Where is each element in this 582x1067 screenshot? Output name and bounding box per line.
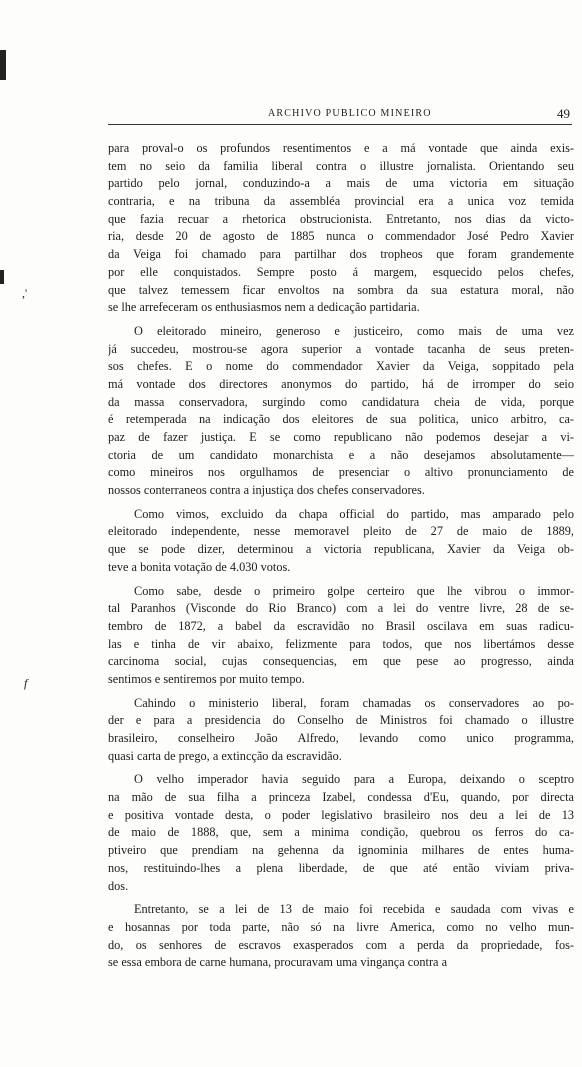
text-line: já succedeu, mostrou-se agora superior a vontade tacanha de seus preten-: [108, 341, 574, 356]
text-line: brasileiro, conselheiro João Alfredo, levando como unico programma,: [108, 731, 574, 745]
text-line: por elle conquistados. Sempre posto á margem, esquecido pelos chefes,: [108, 264, 574, 279]
paragraph: [108, 583, 574, 689]
running-head: ARCHIVO PUBLICO MINEIRO: [268, 108, 432, 119]
text-line: paz de fazer justiça. E se como republicano não podemos desejar a vi-: [108, 430, 574, 444]
text-line: para proval-o os profundos resentimentos e a má vontade que ainda exis-: [108, 141, 574, 155]
text-line: que talvez temessem ficar envoltos na sombra da sua estatura moral, não: [108, 282, 574, 297]
text-line: ctoria de um candidato monarchista e a não desejamos absolutamente—: [108, 447, 574, 462]
paragraph: [108, 506, 574, 577]
body-text: [108, 140, 574, 972]
text-line: Cahindo o ministerio liberal, foram chamadas os conservadores ao po-: [134, 695, 574, 710]
text-line: como mineiros nos orgulhamos de presenciar o altivo pronunciamento de: [108, 465, 574, 480]
text-line: sentimos e sentiremos por muito tempo.: [108, 671, 305, 686]
text-line: na mão de sua filha a princeza Izabel, condessa d'Eu, quando, por directa: [108, 790, 574, 805]
margin-annotation: ,': [22, 286, 28, 300]
text-line: nos, restituindo-lhes a plena liberdade, de que até então viviam priva-: [108, 860, 574, 875]
paragraph: [108, 695, 574, 766]
text-line: tem no seio da familia liberal contra o illustre jornalista. Orientando seu: [108, 158, 574, 173]
text-line: Entretanto, se a lei de 13 de maio foi recebida e saudada com vivas e: [134, 902, 574, 917]
text-line: Como vimos, excluido da chapa official do partido, mas amparado pelo: [134, 506, 574, 521]
edge-binding-mark: [0, 50, 6, 80]
text-line: da massa conservadora, surgindo como candidatura cheia de vida, porque: [108, 394, 574, 409]
page-number: 49: [557, 106, 570, 121]
text-line: e hosannas por toda parte, não só na livre America, como no velho mun-: [108, 919, 574, 934]
paragraph: [108, 901, 574, 972]
text-line: se essa embora de carne humana, procuravam uma vingança contra a: [108, 955, 448, 970]
text-line: e positiva vontade desta, o poder legislativo brasileiro nos deu a lei de 13: [108, 807, 574, 822]
text-line: do, os senhores de escravos exasperados com a perda da propriedade, fos-: [108, 937, 574, 952]
paragraph: [108, 323, 574, 500]
text-line: teve a bonita votação de 4.030 votos.: [108, 559, 291, 574]
text-line: nossos conterraneos contra a injustiça dos chefes conservadores.: [108, 483, 425, 498]
text-line: que se pode dizer, determinou a victoria republicana, Xavier da Veiga ob-: [108, 542, 574, 557]
text-line: partido pelo jornal, conduzindo-a a mais de uma victoria em situação: [108, 176, 574, 191]
text-line: der e para a presidencia do Conselho de Ministros foi chamado o illustre: [108, 713, 574, 728]
edge-binding-mark: [0, 270, 4, 284]
text-line: O velho imperador havia seguido para a Europa, deixando o sceptro: [134, 772, 574, 787]
text-line: sos chefes. E o nome do commendador Xavier da Veiga, soppitado pela: [108, 359, 574, 374]
text-line: dos.: [108, 878, 129, 893]
paragraph: [108, 140, 574, 317]
text-line: contraria, e na tribuna da assembléa provincial era a unica voz temida: [108, 194, 574, 209]
text-line: ptiveiro que prendiam na gehenna da ignominia milhares de entes huma-: [108, 843, 574, 858]
text-line: las e tinha de vir abaixo, felizmente para todos, que nos libertámos desse: [108, 636, 574, 651]
page-header: [108, 108, 574, 124]
text-line: tal Paranhos (Visconde do Rio Branco) com a lei do ventre livre, 28 de se-: [108, 601, 574, 616]
paragraph: [108, 771, 574, 895]
margin-annotation: f: [24, 676, 28, 690]
text-line: ria, desde 20 de agosto de 1885 nunca o commendador José Pedro Xavier: [108, 229, 574, 244]
text-line: se lhe arrefeceram os enthusiasmos nem a dedicação partidaria.: [108, 300, 420, 315]
text-line: que fazia recuar a rhetorica obstrucionista. Entretanto, nos dias da victo-: [108, 211, 574, 226]
text-line: de maio de 1888, que, sem a minima condição, quebrou os ferros do ca-: [108, 825, 574, 840]
text-line: quasi carta de prego, a extincção da escravidão.: [108, 748, 342, 763]
text-line: da Veiga foi chamado para partilhar dos tropheos que foram grandemente: [108, 247, 574, 262]
text-line: é retemperada na indicação dos eleitores de sua politica, unico arbitro, ca-: [108, 412, 574, 427]
text-line: má vontade dos directores anonymos do partido, há de irromper do seio: [108, 376, 574, 391]
header-rule: [108, 124, 572, 125]
text-line: carcinoma social, cujas consequencias, em que pese ao progresso, ainda: [108, 654, 574, 669]
text-line: Como sabe, desde o primeiro golpe certeiro que lhe vibrou o immor-: [134, 583, 574, 598]
text-line: eleitorado independente, nesse memoravel pleito de 27 de maio de 1889,: [108, 524, 574, 539]
text-line: O eleitorado mineiro, generoso e justiceiro, como mais de uma vez: [134, 323, 574, 338]
text-line: tembro de 1872, a babel da escravidão no Brasil oscilava em suas radicu-: [108, 618, 574, 633]
